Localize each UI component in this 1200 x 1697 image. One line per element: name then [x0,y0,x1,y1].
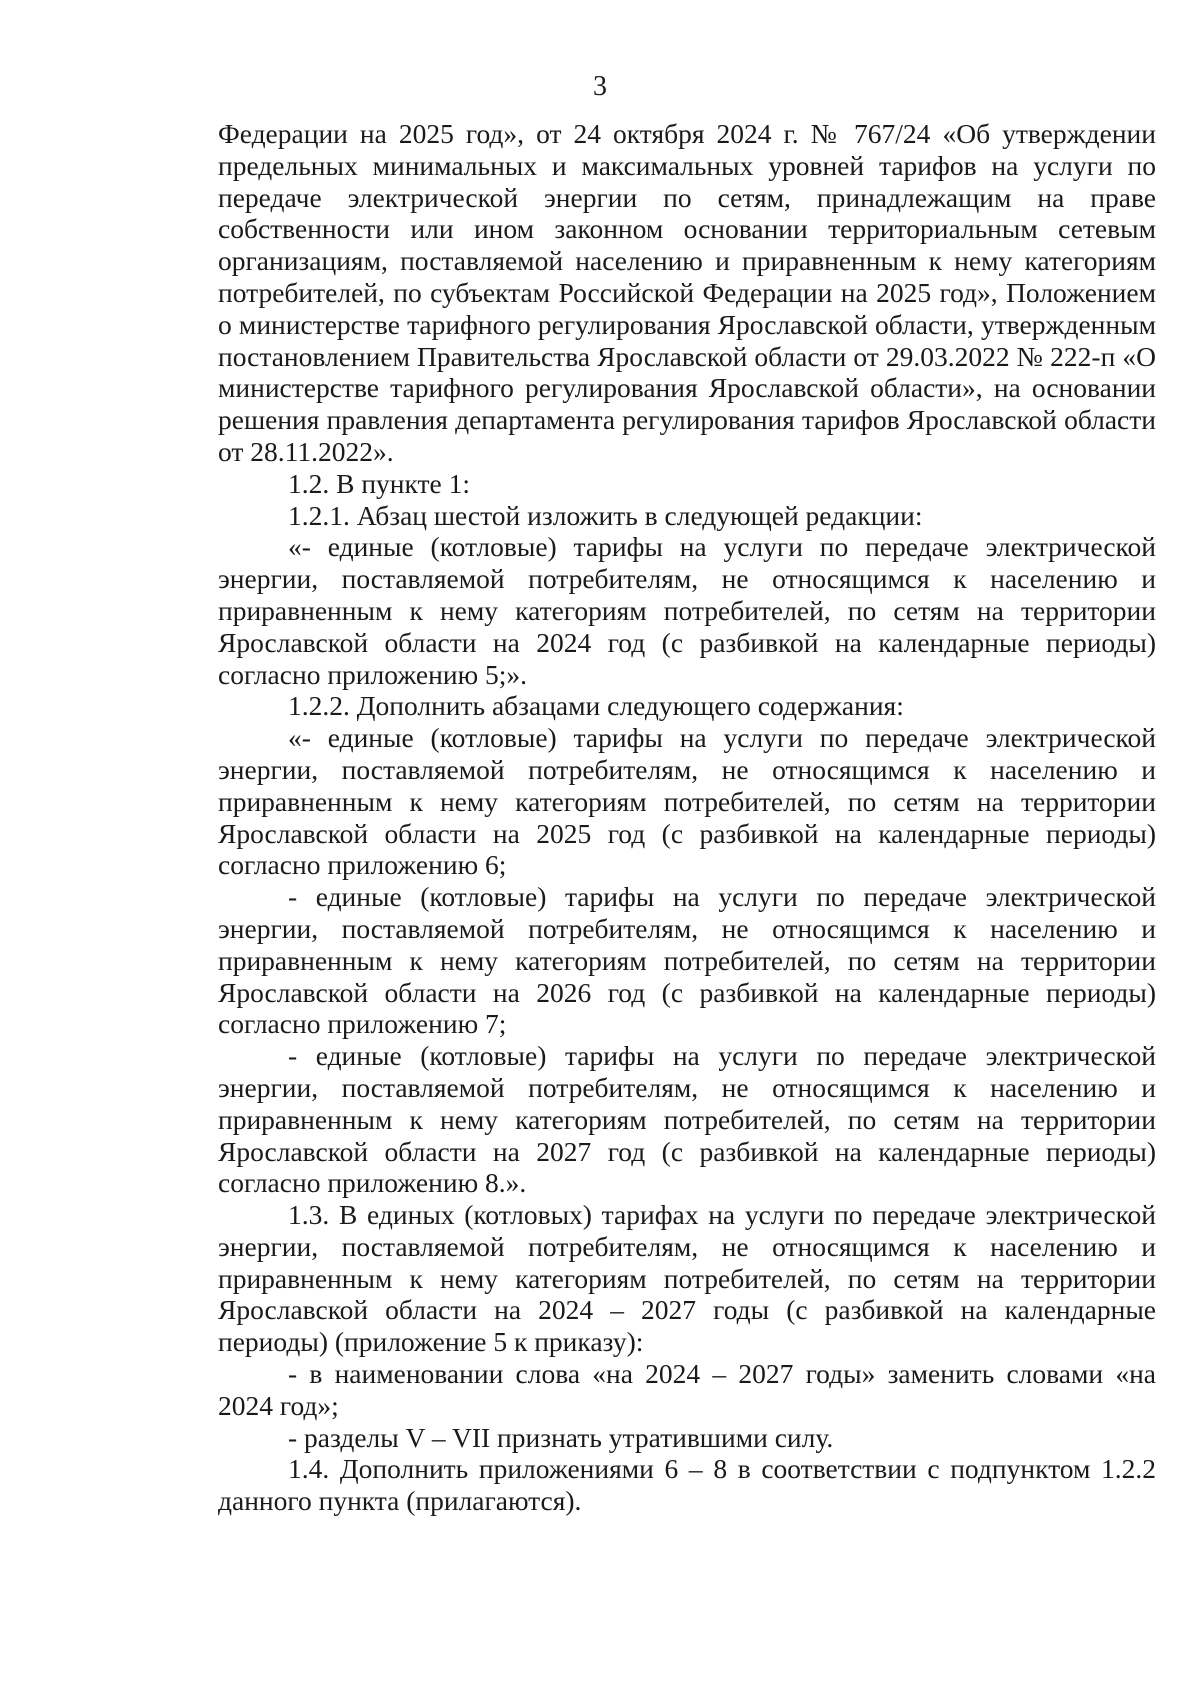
paragraph-1-2-1: 1.2.1. Абзац шестой изложить в следующей редакции: [288,499,923,531]
paragraph-1-2: 1.2. В пункте 1: [288,467,471,499]
paragraph-tariff-2025: «- единые (котловые) тарифы на услуги по передаче электрической энергии, поставляемой потребителям, не относящимся к населению и приравненным к нему категориям потребителей, по сетям на территории Ярославской области на 2025 год (с разбивкой на календарные периоды) согласно приложению 6; [218,722,1156,881]
paragraph-sections-void: - разделы V – VII признать утратившими силу. [288,1421,834,1453]
paragraph-quote-2024: «- единые (котловые) тарифы на услуги по передаче электрической энергии, поставляемой потребителям, не относящимся к населению и приравненным к нему категориям потребителей, по сетям на территории Ярославской области на 2024 год (с разбивкой на календарные периоды) согласно приложению 5;». [218,531,1156,690]
paragraph-rename: - в наименовании слова «на 2024 – 2027 годы» заменить словами «на 2024 год»; [218,1358,1156,1421]
paragraph-1-2-2: 1.2.2. Дополнить абзацами следующего содержания: [288,690,904,722]
page-number: 3 [593,71,607,102]
paragraph-1-4: 1.4. Дополнить приложениями 6 – 8 в соответствии с подпунктом 1.2.2 данного пункта (прилагаются). [218,1453,1156,1517]
document-body [218,118,1156,1517]
paragraph-tariff-2026: - единые (котловые) тарифы на услуги по передаче электрической энергии, поставляемой потребителям, не относящимся к населению и приравненным к нему категориям потребителей, по сетям на территории Ярославской области на 2026 год (с разбивкой на календарные периоды) согласно приложению 7; [218,881,1156,1040]
paragraph-1-3: 1.3. В единых (котловых) тарифах на услуги по передаче электрической энергии, поставляемой потребителям, не относящимся к населению и приравненным к нему категориям потребителей, по сетям на территории Ярославской области на 2024 – 2027 годы (с разбивкой на календарные периоды) (приложение 5 к приказу): [218,1199,1156,1358]
paragraph-continuation: Федерации на 2025 год», от 24 октября 2024 г. № 767/24 «Об утверждении предельных минимальных и максимальных уровней тарифов на услуги по передаче электрической энергии по сетям, принадлежащим на праве собственности или ином законном основании территориальным сетевым организациям, поставляемой населению и приравненным к нему категориям потребителей, по субъектам Российской Федерации на 2025 год», Положением о министерстве тарифного регулирования Ярославской области, утвержденным постановлением Правительства Ярославской области от 29.03.2022 № 222-п «О министерстве тарифного регулирования Ярославской области», на основании решения правления департамента регулирования тарифов Ярославской области от 28.11.2022». [218,118,1156,467]
paragraph-tariff-2027: - единые (котловые) тарифы на услуги по передаче электрической энергии, поставляемой потребителям, не относящимся к населению и приравненным к нему категориям потребителей, по сетям на территории Ярославской области на 2027 год (с разбивкой на календарные периоды) согласно приложению 8.». [218,1040,1156,1199]
